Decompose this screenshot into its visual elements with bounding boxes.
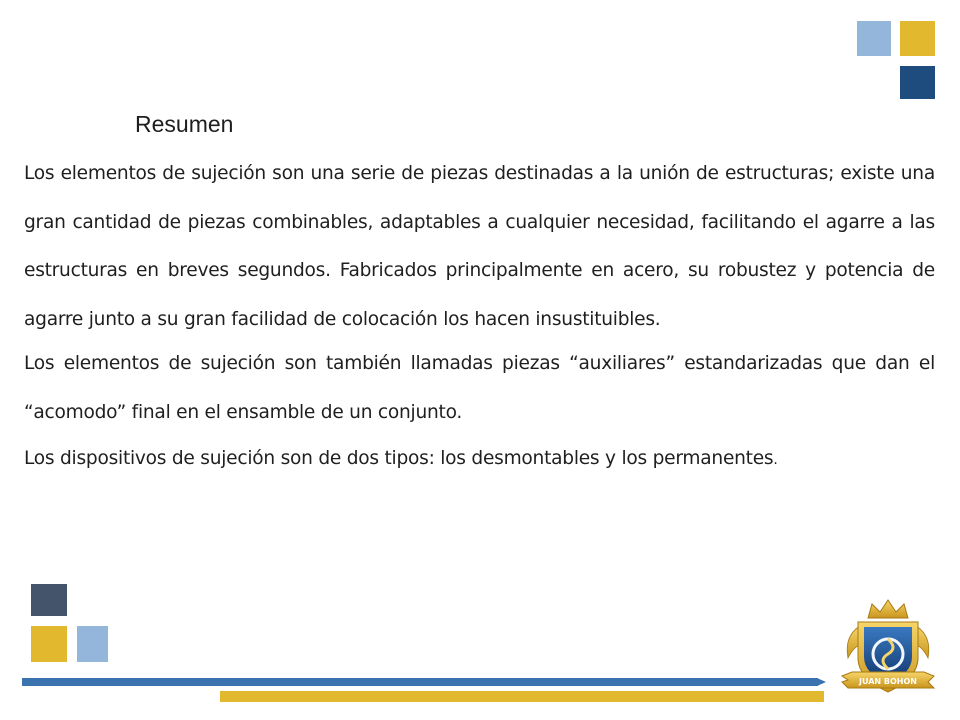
paragraph-3-period: . <box>773 452 778 468</box>
slide-title: Resumen <box>135 111 234 137</box>
paragraph-3-text: Los dispositivos de sujeción son de dos tipos: los desmontables y los permanentes <box>24 448 774 469</box>
footer-line-gold <box>220 691 824 702</box>
decor-square-slate <box>31 584 67 616</box>
decor-square-light-blue-bottom <box>77 626 108 662</box>
decor-square-light-blue <box>857 21 891 56</box>
decor-square-gold <box>900 21 935 56</box>
footer-line-blue <box>22 678 818 686</box>
paragraph-1: Los elementos de sujeción son una serie de piezas destinadas a la unión de estructuras; existe una gran cantidad de piezas combinables, adaptables a cualquier necesidad, facilitando el agarre a las estructuras en breves segundos. Fabricados principalmente en acero, su robustez y potencia de agarre junto a su gran facilidad de colocación los hacen insustituibles. <box>24 163 935 330</box>
paragraph-3 <box>24 435 935 485</box>
footer-line-blue-tip <box>817 678 826 686</box>
slide-body <box>24 150 935 485</box>
decor-square-navy <box>900 66 935 99</box>
decor-square-gold-bottom <box>31 626 67 662</box>
crest-shield-icon <box>838 596 938 704</box>
logo-text: JUAN BOHON <box>859 677 917 686</box>
paragraph-2: Los elementos de sujeción son también llamadas piezas “auxiliares” estandarizadas que dan el “acomodo” final en el ensamble de un conjunto. <box>24 353 935 423</box>
